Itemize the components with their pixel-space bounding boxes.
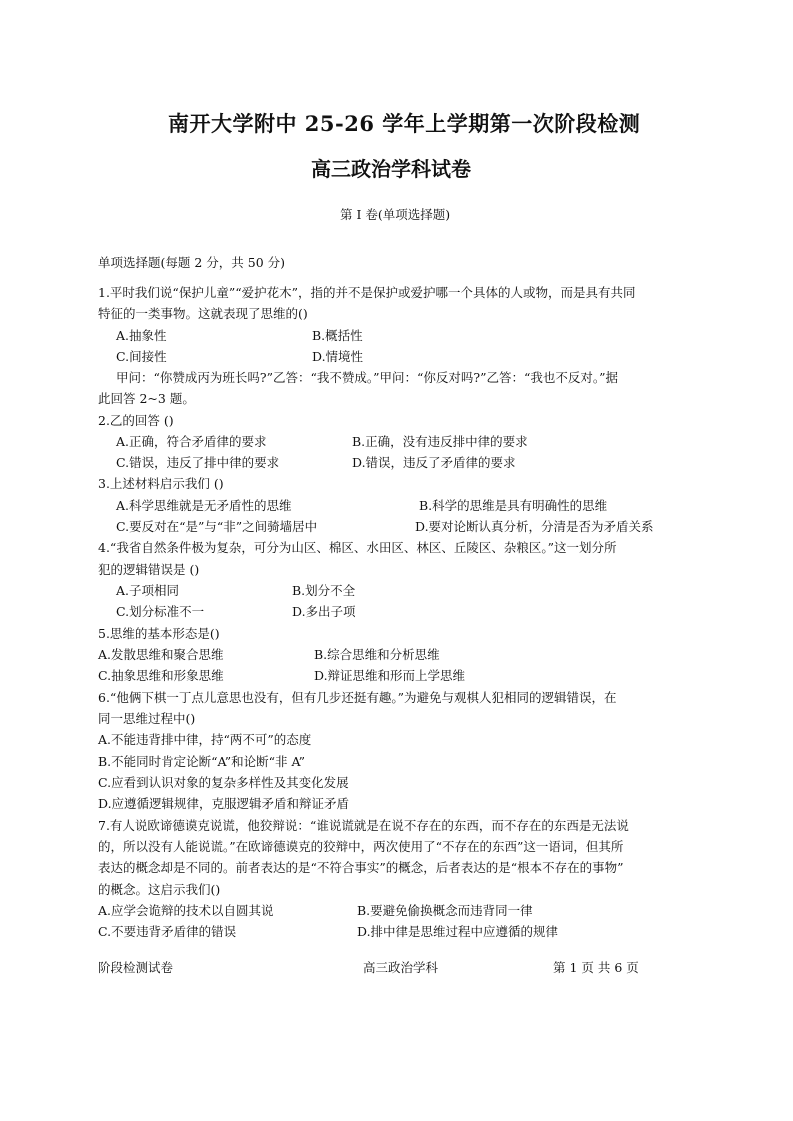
q7-option-d: D.排中律是思维过程中应遵循的规律 bbox=[357, 924, 559, 939]
q6-option-b: B.不能同时肯定论断“A”和论断“非 A” bbox=[98, 754, 306, 769]
q5-option-c: C.抽象思维和形象思维 bbox=[98, 668, 224, 683]
q3-option-a: A.科学思维就是无矛盾性的思维 bbox=[116, 498, 292, 513]
q1-stem-line2: 特征的一类事物。这就表现了思维的() bbox=[98, 306, 308, 321]
q1-option-a: A.抽象性 bbox=[116, 328, 167, 343]
q6-option-d: D.应遵循逻辑规律，克服逻辑矛盾和辩证矛盾 bbox=[98, 796, 350, 811]
q5-option-d: D.辩证思维和形而上学思维 bbox=[314, 668, 466, 683]
q5-option-a: A.发散思维和聚合思维 bbox=[98, 647, 224, 662]
material-line1: 甲问：“你赞成丙为班长吗?”乙答：“我不赞成。”甲问：“你反对吗?”乙答：“我也不反对。”据 bbox=[116, 370, 619, 385]
footer-exam-name: 阶段检测试卷 bbox=[98, 960, 174, 975]
q4-option-c: C.划分标准不一 bbox=[116, 604, 205, 619]
q4-option-d: D.多出子项 bbox=[292, 604, 356, 619]
q7-option-c: C.不要违背矛盾律的错误 bbox=[98, 924, 237, 939]
q1-option-d: D.情境性 bbox=[312, 349, 364, 364]
q7-option-a: A.应学会诡辩的技术以自圆其说 bbox=[98, 903, 274, 918]
q7-stem-line2: 的，所以没有人能说谎。”在欧谛德谟克的狡辩中，两次使用了“不存在的东西”这一语词，但其所 bbox=[98, 839, 624, 854]
q7-stem-line4: 的概念。这启示我们() bbox=[98, 882, 221, 897]
q4-option-b: B.划分不全 bbox=[292, 583, 356, 598]
q4-stem-line2: 犯的逻辑错误是 () bbox=[98, 562, 200, 577]
page-subtitle: 高三政治学科试卷 bbox=[311, 157, 471, 181]
q2-option-c: C.错误，违反了排中律的要求 bbox=[116, 455, 280, 470]
q7-stem-line1: 7.有人说欧谛德谟克说谎，他狡辩说：“谁说谎就是在说不存在的东西，而不存在的东西是无法说 bbox=[98, 818, 629, 833]
footer-page-number: 第 1 页 共 6 页 bbox=[553, 960, 639, 975]
q2-option-b: B.正确，没有违反排中律的要求 bbox=[352, 434, 528, 449]
q6-stem-line2: 同一思维过程中() bbox=[98, 711, 196, 726]
q1-option-b: B.概括性 bbox=[312, 328, 363, 343]
q6-option-c: C.应看到认识对象的复杂多样性及其变化发展 bbox=[98, 775, 349, 790]
q2-option-d: D.错误，违反了矛盾律的要求 bbox=[352, 455, 516, 470]
part-heading: 第 I 卷(单项选择题) bbox=[340, 207, 451, 222]
material-line2: 此回答 2~3 题。 bbox=[98, 391, 195, 406]
q2-option-a: A.正确，符合矛盾律的要求 bbox=[116, 434, 267, 449]
q4-stem-line1: 4.“我省自然条件极为复杂，可分为山区、棉区、水田区、林区、丘陵区、杂粮区。”这一划分所 bbox=[98, 540, 617, 555]
section-heading: 单项选择题(每题 2 分，共 50 分) bbox=[98, 255, 286, 270]
q7-stem-line3: 表达的概念却是不同的。前者表达的是“不符合事实”的概念，后者表达的是“根本不存在的事物” bbox=[98, 860, 624, 875]
footer-subject: 高三政治学科 bbox=[363, 960, 439, 975]
q5-stem: 5.思维的基本形态是() bbox=[98, 626, 220, 641]
q6-option-a: A.不能违背排中律，持“两不可”的态度 bbox=[98, 732, 312, 747]
q7-option-b: B.要避免偷换概念而违背同一律 bbox=[357, 903, 533, 918]
q4-option-a: A.子项相同 bbox=[116, 583, 180, 598]
q3-option-b: B.科学的思维是具有明确性的思维 bbox=[419, 498, 608, 513]
q1-stem-line1: 1.平时我们说“保护儿童”“爱护花木”，指的并不是保护或爱护哪一个具体的人或物，而是具有共同 bbox=[98, 285, 636, 300]
q3-option-d: D.要对论断认真分析，分清是否为矛盾关系 bbox=[415, 519, 654, 534]
page-title: 南开大学附中 25-26 学年上学期第一次阶段检测 bbox=[168, 111, 641, 136]
q3-stem: 3.上述材料启示我们 () bbox=[98, 476, 224, 491]
q6-stem-line1: 6.“他俩下棋一丁点儿意思也没有，但有几步还挺有趣。”为避免与观棋人犯相同的逻辑错误，在 bbox=[98, 690, 617, 705]
q3-option-c: C.要反对在“是”与“非”之间骑墙居中 bbox=[116, 519, 318, 534]
q5-option-b: B.综合思维和分析思维 bbox=[314, 647, 440, 662]
q1-option-c: C.间接性 bbox=[116, 349, 167, 364]
q2-stem: 2.乙的回答 () bbox=[98, 413, 174, 428]
